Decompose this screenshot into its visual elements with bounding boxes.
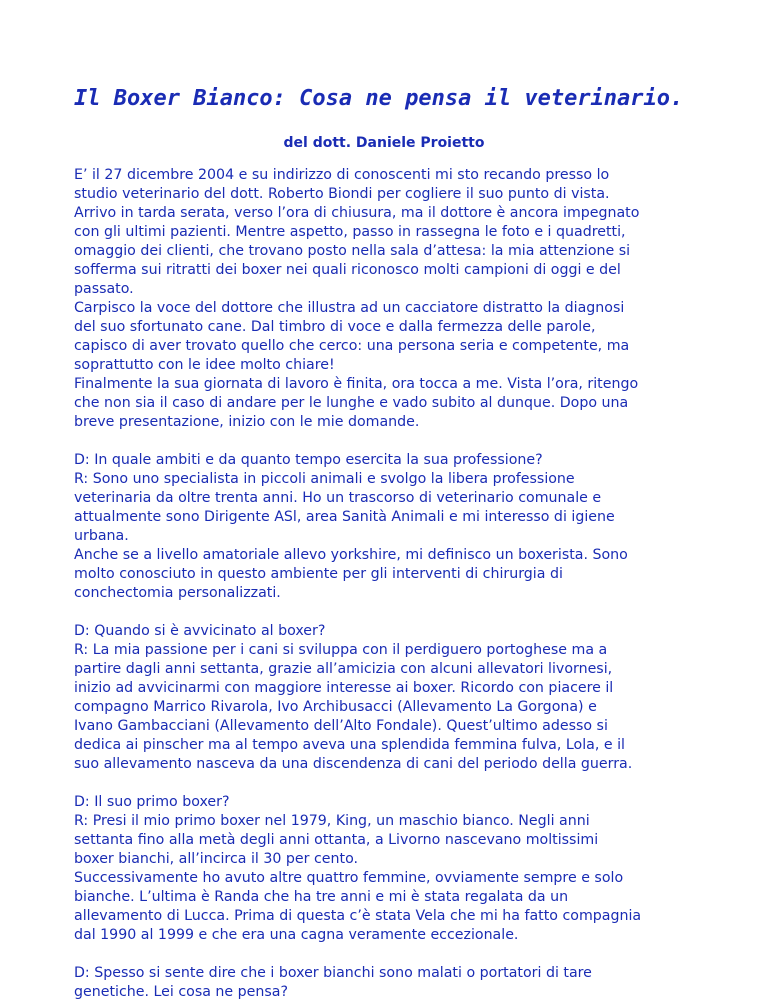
text-line: passato. bbox=[74, 281, 134, 297]
text-line: Carpisco la voce del dottore che illustra ad un cacciatore distratto la diagnosi bbox=[74, 300, 625, 316]
text-line: Successivamente ho avuto altre quattro femmine, ovviamente sempre e solo bbox=[74, 870, 624, 886]
text-line: che non sia il caso di andare per le lunghe e vado subito al dunque. Dopo una bbox=[74, 395, 629, 411]
text-line: bianche. L’ultima è Randa che ha tre anni e mi è stata regalata da un bbox=[74, 889, 569, 905]
paragraph bbox=[74, 451, 710, 603]
text-line: del suo sfortunato cane. Dal timbro di voce e dalla fermezza delle parole, bbox=[74, 319, 596, 335]
author-byline: del dott. Daniele Proietto bbox=[283, 135, 485, 151]
paragraph-gap bbox=[74, 945, 710, 964]
text-line: R: La mia passione per i cani si sviluppa con il perdiguero portoghese ma a bbox=[74, 642, 608, 658]
text-line: partire dagli anni settanta, grazie all’amicizia con alcuni allevatori livornesi, bbox=[74, 661, 613, 677]
text-line: D: Spesso si sente dire che i boxer bianchi sono malati o portatori di tare bbox=[74, 965, 592, 981]
text-line: boxer bianchi, all’incirca il 30 per cento. bbox=[74, 851, 359, 867]
text-line: R: Presi il mio primo boxer nel 1979, King, un maschio bianco. Negli anni bbox=[74, 813, 590, 829]
text-line: sofferma sui ritratti dei boxer nei quali riconosco molti campioni di oggi e del bbox=[74, 262, 621, 278]
text-line: studio veterinario del dott. Roberto Biondi per cogliere il suo punto di vista. bbox=[74, 186, 610, 202]
text-line: soprattutto con le idee molto chiare! bbox=[74, 357, 335, 373]
text-line: D: Quando si è avvicinato al boxer? bbox=[74, 623, 326, 639]
text-line: compagno Marrico Rivarola, Ivo Archibusacci (Allevamento La Gorgona) e bbox=[74, 699, 597, 715]
text-line: Arrivo in tarda serata, verso l’ora di chiusura, ma il dottore è ancora impegnato bbox=[74, 205, 640, 221]
text-line: capisco di aver trovato quello che cerco: una persona seria e competente, ma bbox=[74, 338, 630, 354]
text-line: conchectomia personalizzati. bbox=[74, 585, 281, 601]
paragraph bbox=[74, 166, 710, 432]
text-line: veterinaria da oltre trenta anni. Ho un trascorso di veterinario comunale e bbox=[74, 490, 602, 506]
text-line: dal 1990 al 1999 e che era una cagna veramente eccezionale. bbox=[74, 927, 519, 943]
paragraph-gap bbox=[74, 432, 710, 451]
document-title: Il Boxer Bianco: Cosa ne pensa il veterinario. bbox=[74, 86, 684, 111]
text-line: con gli ultimi pazienti. Mentre aspetto, passo in rassegna le foto e i quadretti, bbox=[74, 224, 626, 240]
text-line: omaggio dei clienti, che trovano posto nella sala d’attesa: la mia attenzione si bbox=[74, 243, 631, 259]
paragraph bbox=[74, 793, 710, 945]
text-line: dedica ai pinscher ma al tempo aveva una splendida femmina fulva, Lola, e il bbox=[74, 737, 625, 753]
paragraph bbox=[74, 622, 710, 774]
document-body bbox=[74, 166, 710, 1002]
text-line: molto conosciuto in questo ambiente per gli interventi di chirurgia di bbox=[74, 566, 563, 582]
text-line: attualmente sono Dirigente ASl, area Sanità Animali e mi interesso di igiene bbox=[74, 509, 615, 525]
text-line: urbana. bbox=[74, 528, 129, 544]
text-line: D: Il suo primo boxer? bbox=[74, 794, 230, 810]
text-line: Ivano Gambacciani (Allevamento dell’Alto Fondale). Quest’ultimo adesso si bbox=[74, 718, 608, 734]
text-line: genetiche. Lei cosa ne pensa? bbox=[74, 984, 288, 1000]
paragraph-gap bbox=[74, 603, 710, 622]
text-line: R: Sono uno specialista in piccoli animali e svolgo la libera professione bbox=[74, 471, 575, 487]
paragraph bbox=[74, 964, 710, 1002]
text-line: settanta fino alla metà degli anni ottanta, a Livorno nascevano moltissimi bbox=[74, 832, 599, 848]
text-line: Anche se a livello amatoriale allevo yorkshire, mi definisco un boxerista. Sono bbox=[74, 547, 628, 563]
text-line: E’ il 27 dicembre 2004 e su indirizzo di conoscenti mi sto recando presso lo bbox=[74, 167, 610, 183]
text-line: breve presentazione, inizio con le mie domande. bbox=[74, 414, 420, 430]
text-line: allevamento di Lucca. Prima di questa c’è stata Vela che mi ha fatto compagnia bbox=[74, 908, 642, 924]
text-line: inizio ad avvicinarmi con maggiore interesse ai boxer. Ricordo con piacere il bbox=[74, 680, 614, 696]
text-line: Finalmente la sua giornata di lavoro è finita, ora tocca a me. Vista l’ora, ritengo bbox=[74, 376, 639, 392]
text-line: suo allevamento nasceva da una discendenza di cani del periodo della guerra. bbox=[74, 756, 633, 772]
paragraph-gap bbox=[74, 774, 710, 793]
text-line: D: In quale ambiti e da quanto tempo esercita la sua professione? bbox=[74, 452, 543, 468]
